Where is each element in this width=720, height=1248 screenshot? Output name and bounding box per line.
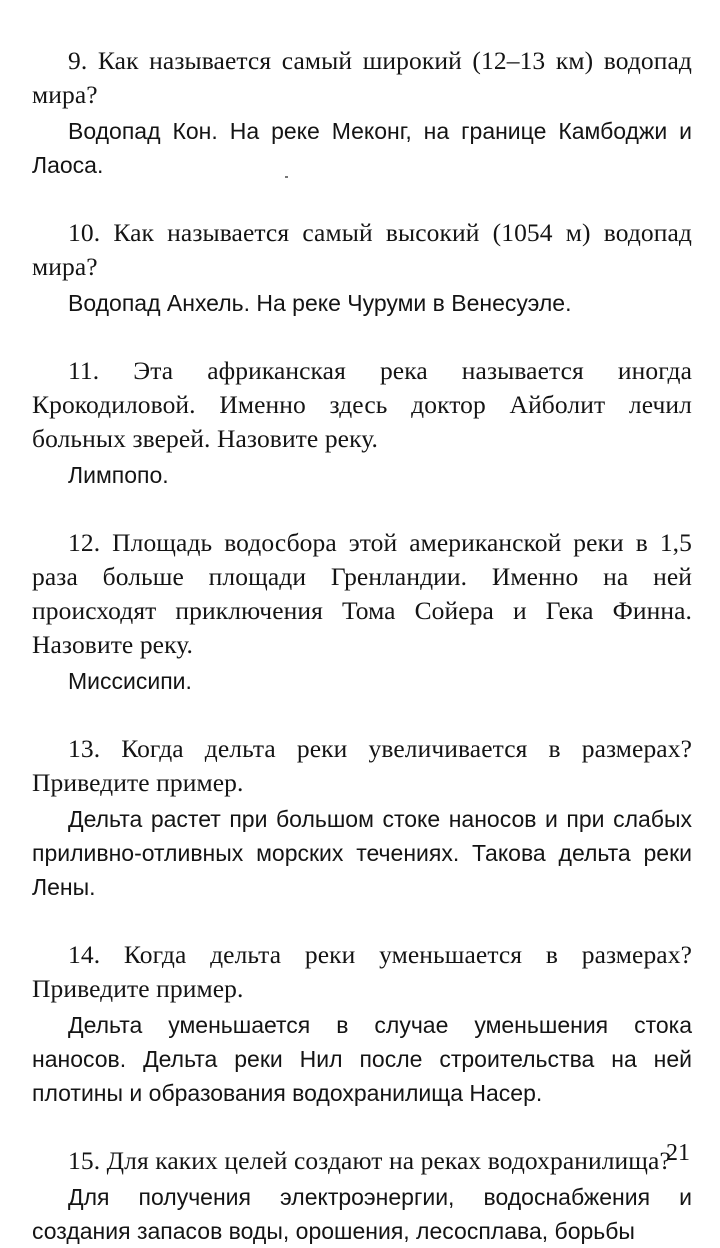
question-14: 14. Когда дельта реки уменьшается в размерах? Приведите пример.	[32, 940, 692, 1003]
question-9: 9. Как называется самый широкий (12–13 км) водопад мира?	[32, 46, 692, 109]
qa-item-10	[32, 216, 692, 320]
qa-item-12	[32, 526, 692, 698]
answer-14: Дельта уменьшается в случае уменьшения стока наносов. Дельта реки Нил после строительства на ней плотины и образования водохранилища Насер.	[32, 1012, 692, 1106]
answer-11: Лимпопо.	[68, 462, 169, 488]
qa-item-11	[32, 354, 692, 492]
qa-item-9	[32, 44, 692, 182]
question-13: 13. Когда дельта реки увеличивается в размерах? Приведите пример.	[32, 734, 692, 797]
question-15: 15. Для каких целей создают на реках водохранилища?	[68, 1146, 671, 1175]
answer-12: Миссисипи.	[68, 668, 192, 694]
print-speck	[285, 176, 288, 178]
page-number: 21	[666, 1140, 690, 1166]
answer-9: Водопад Кон. На реке Меконг, на границе Камбоджи и Лаоса.	[32, 118, 692, 178]
question-11: 11. Эта африканская река называется иногда Крокодиловой. Именно здесь доктор Айболит лечил больных зверей. Назовите реку.	[32, 356, 692, 453]
answer-10: Водопад Анхель. На реке Чуруми в Венесуэле.	[68, 290, 572, 316]
question-12: 12. Площадь водосбора этой американской реки в 1,5 раза больше площади Гренландии. Именно на ней происходят приключения Тома Сойера и Гека Финна. Назовите реку.	[32, 528, 692, 659]
question-10: 10. Как называется самый высокий (1054 м) водопад мира?	[32, 218, 692, 281]
qa-item-14	[32, 938, 692, 1110]
answer-15: Для получения электроэнергии, водоснабжения и создания запасов воды, орошения, лесосплава, борьбы	[32, 1184, 692, 1244]
answer-13: Дельта растет при большом стоке наносов и при слабых приливно-отливных морских течениях. Такова дельта реки Лены.	[32, 806, 692, 900]
page-content	[32, 44, 692, 1248]
qa-item-13	[32, 732, 692, 904]
qa-item-15	[32, 1144, 692, 1248]
